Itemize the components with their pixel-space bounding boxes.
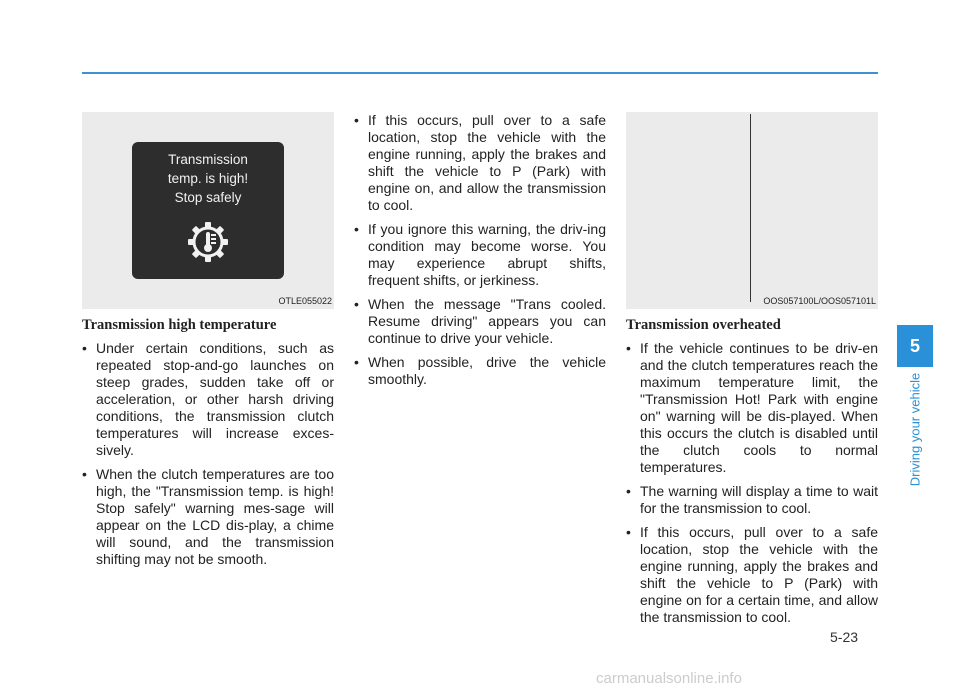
right-column: [626, 112, 878, 633]
left-column: [82, 112, 334, 575]
list-item: • When possible, drive the vehicle smoothly.: [354, 354, 606, 387]
lcd-display: [132, 142, 284, 279]
bullet-list: [626, 340, 878, 626]
lcd-line-3: Stop safely: [174, 190, 242, 205]
list-item: • If this occurs, pull over to a safe location, stop the vehicle with the engine running, apply the brakes and shift the vehicle to P (Park) with engine on for a certain time, and allow the transmission to cool.: [626, 524, 878, 625]
header-rule: [82, 72, 878, 74]
list-item: • When the message "Trans cooled. Resume driving" appears you can continue to drive your vehicle.: [354, 296, 606, 346]
lcd-line-1: Transmission: [168, 152, 248, 167]
middle-column: [354, 112, 606, 395]
transmission-temperature-warning-icon: [186, 220, 230, 264]
list-item: • If you ignore this warning, the driv-ing condition may become worse. You may experience abrupt shifts, frequent shifts, or jerkiness.: [354, 221, 606, 288]
list-item: • If the vehicle continues to be driv-en and the clutch temperatures reach the maximum temperature limit, the "Transmission Hot! Park with engine on" warning will be dis-played. When this occurs the clutch is disabled until the clutch cools to normal temperatures.: [626, 340, 878, 475]
section-heading: Transmission high temperature: [82, 317, 277, 333]
figure-code: OOS057100L/OOS057101L: [763, 296, 876, 306]
figure-code: OTLE055022: [278, 296, 332, 306]
list-item: • The warning will display a time to wait for the transmission to cool.: [626, 483, 878, 516]
bullet-list: [82, 340, 334, 568]
list-item: • When the clutch temperatures are too high, the "Transmission temp. is high! Stop safely" warning mes-sage will appear on the LCD dis-play, a chime will sound, and the transmission shifting may not be smooth.: [82, 466, 334, 567]
lcd-line-2: temp. is high!: [167, 171, 249, 186]
page-number: 5-23: [830, 629, 859, 645]
figure-divider-line: [750, 114, 751, 302]
list-item: • Under certain conditions, such as repeated stop-and-go launches on steep grades, sudden take off or acceleration, or other harsh driving conditions, the transmission clutch temperatures will increase exces-sively.: [82, 340, 334, 458]
chapter-tab[interactable]: 5: [897, 325, 933, 367]
footer-watermark: carmanualsonline.info: [596, 670, 742, 687]
lcd-warning-figure: [82, 112, 334, 309]
section-heading: Transmission overheated: [626, 317, 781, 333]
overheat-figure: [626, 112, 878, 309]
list-item: • If this occurs, pull over to a safe location, stop the vehicle with the engine running, apply the brakes and shift the vehicle to P (Park) with engine on, and allow the transmission to cool.: [354, 112, 606, 213]
bullet-list: [354, 112, 606, 388]
